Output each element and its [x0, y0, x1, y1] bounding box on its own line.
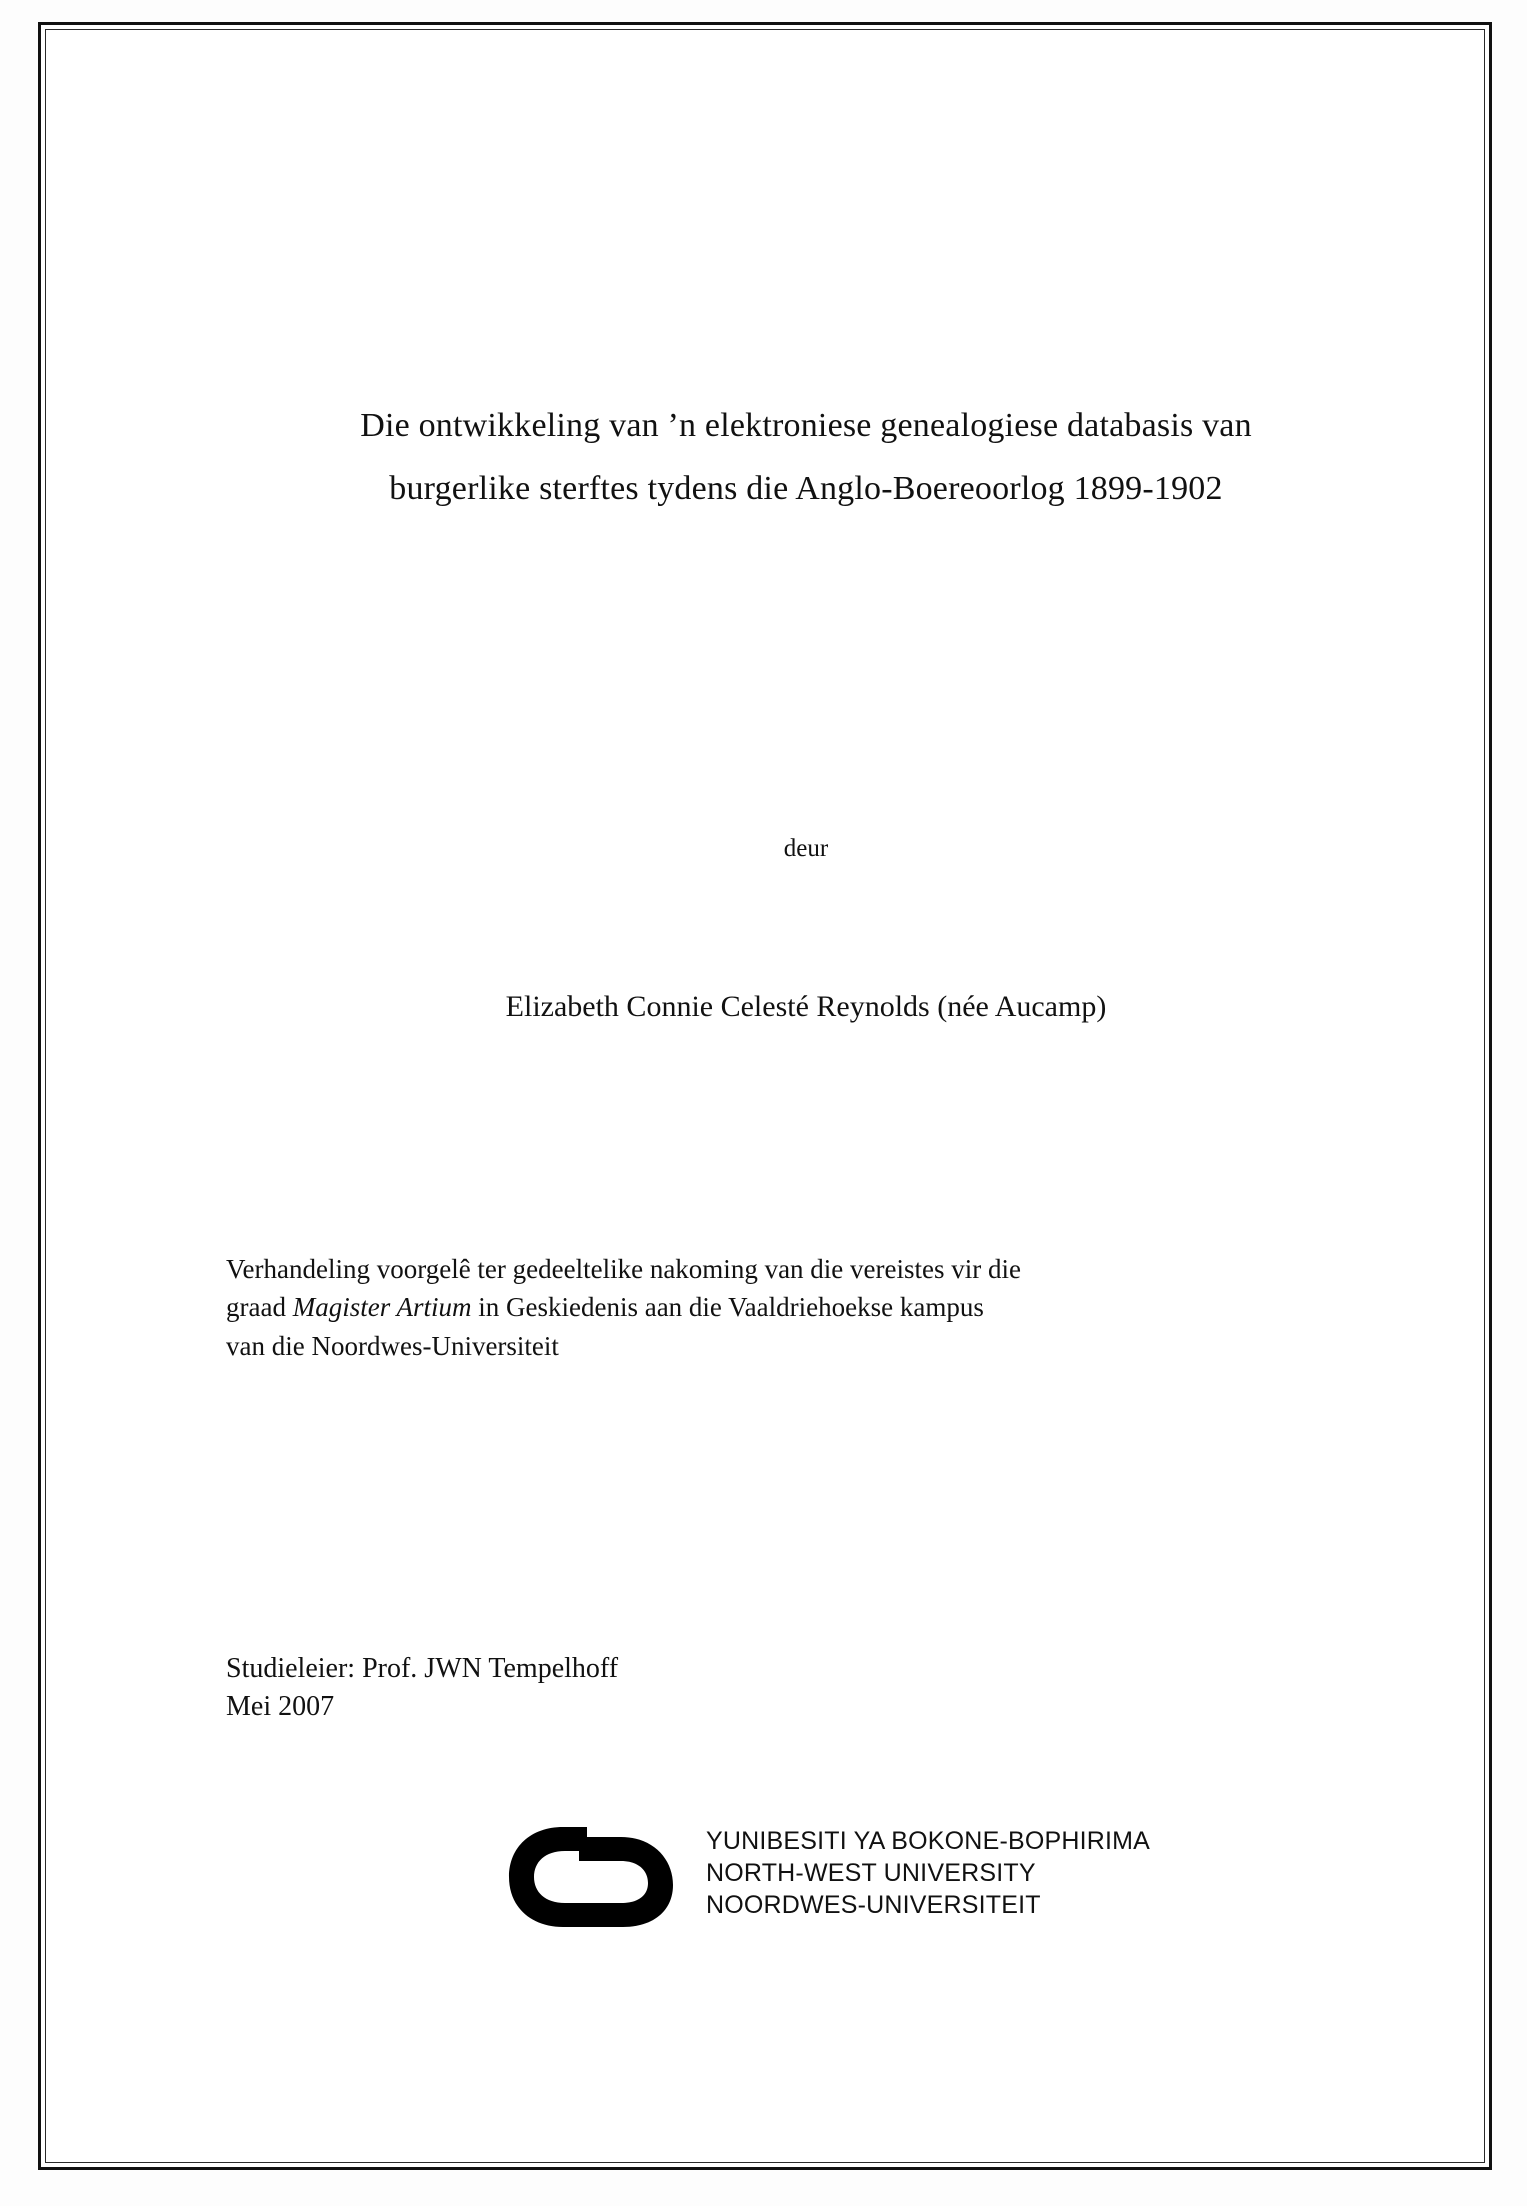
- logo-text-line-1: YUNIBESITI YA BOKONE-BOPHIRIMA: [706, 1827, 1151, 1855]
- university-logo-block: [501, 1815, 1201, 1945]
- degree-statement-line-3: van die Noordwes-Universiteit: [226, 1330, 559, 1361]
- degree-statement-line-2-post: in Geskiedenis aan die Vaaldriehoekse kampus: [471, 1292, 984, 1323]
- document-title: [226, 395, 1386, 521]
- degree-statement-line-2: [226, 1288, 1386, 1326]
- by-label: deur: [783, 835, 829, 862]
- logo-text-line-3: NOORDWES-UNIVERSITEIT: [706, 1891, 1041, 1919]
- university-logo-text: [706, 1825, 1150, 1921]
- supervisor-line: Studieleier: Prof. JWN Tempelhoff: [226, 1653, 619, 1684]
- degree-statement-line-1: Verhandeling voorgelê ter gedeeltelike nakoming van die vereistes vir die: [226, 1254, 1021, 1284]
- supervisor-block: [226, 1650, 618, 1726]
- title-line-1: Die ontwikkeling van ’n elektroniese genealogiese databasis van: [360, 407, 1252, 444]
- author-name: Elizabeth Connie Celesté Reynolds (née Aucamp): [505, 990, 1107, 1023]
- degree-name-italic: Magister Artium: [292, 1292, 472, 1323]
- title-line-2: burgerlike sterftes tydens die Anglo-Boereoorlog 1899-1902: [389, 469, 1223, 507]
- degree-statement-line-2-pre: graad: [226, 1292, 293, 1323]
- page-content: [226, 25, 1386, 2167]
- date-line: Mei 2007: [226, 1690, 335, 1722]
- logo-text-line-2: NORTH-WEST UNIVERSITY: [706, 1859, 1036, 1887]
- north-west-university-logo-icon: [501, 1823, 701, 1931]
- page-border: [38, 22, 1492, 2170]
- degree-statement: [226, 1250, 1386, 1365]
